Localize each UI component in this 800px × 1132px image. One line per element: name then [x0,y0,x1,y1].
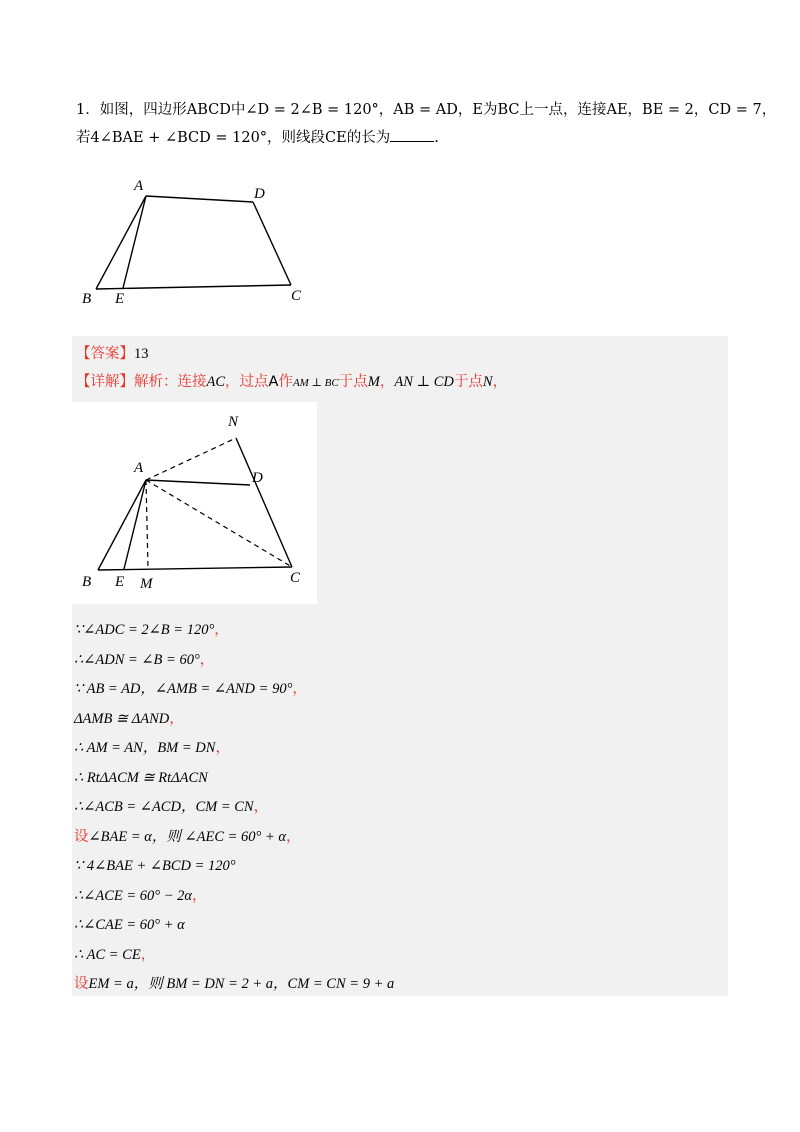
label-c: C [291,288,302,304]
segment-ae [123,196,146,288]
detail-ac: AC [206,374,226,390]
step-3 [72,675,722,705]
answer-blank [390,127,434,142]
step-7 [72,793,722,823]
step-6 [72,764,722,794]
label-d: D [252,470,263,486]
segment-ad [146,196,253,202]
step-10 [72,882,722,912]
detail-text-g: ， [492,374,508,390]
segment-ab [98,480,146,570]
segment-bc [96,285,291,289]
step-12 [72,941,722,971]
step-9 [72,852,722,882]
detail-text-e: ， [379,374,395,390]
figure-2-panel [72,402,317,604]
label-e: E [115,574,125,590]
detail-text-d: 于点 [338,374,368,390]
step-2-tail: ， [199,651,215,668]
step-10-math: ∴∠ACE = 60° − 2α [74,887,192,904]
question [76,96,777,152]
question-line-2-end: . [434,130,439,146]
segment-nc [236,438,292,567]
step-2-math: ∴∠ADN = ∠B = 60° [74,651,200,668]
detail-an-cd: AN ⊥ CD [394,374,454,390]
step-3-math: ∵ AB = AD，∠AMB = ∠AND = 90° [74,681,293,697]
step-1-math: ∵∠ADC = 2∠B = 120° [74,622,215,638]
question-line-2 [76,124,736,152]
step-5-tail: ， [215,740,230,756]
step-8 [72,823,722,853]
segment-ad [146,480,250,485]
label-n: N [228,414,239,430]
segment-dc [253,202,291,285]
label-e: E [115,291,125,307]
detail-m: M [367,374,380,390]
label-m: M [140,576,153,592]
step-13 [72,970,722,1000]
label-a: A [134,178,144,194]
label-c: C [290,570,301,586]
detail-text-a: 解析：连接 [134,374,207,390]
detail-text-c: 作 [278,374,293,390]
step-3-tail: ， [292,681,307,697]
detail-n: N [482,374,493,390]
step-13-math: EM = a，则 BM = DN = 2 + a，CM = CN = 9 + a [88,976,395,992]
step-11-math: ∴∠CAE = 60° + α [74,917,185,933]
step-12-math: ∴ AC = CE [74,946,141,963]
step-11 [72,911,722,941]
segment-ab [96,196,146,289]
step-8-tail: ， [286,828,301,845]
step-4-math: ΔAMB ≅ ΔAND [74,710,170,727]
step-6-math: ∴ RtΔACM ≅ RtΔACN [74,769,208,786]
figure-quadrilateral [76,172,316,312]
segment-ae [124,480,146,569]
answer-line [76,342,149,363]
step-7-math: ∴∠ACB = ∠ACD，CM = CN [74,799,254,815]
step-10-tail: ， [192,887,207,904]
solution-steps [72,616,722,1000]
question-line-1: 1．如图，四边形ABCD中∠D = 2∠B = 120°，AB = AD，E为BC上一点，连接AE，BE = 2，CD = 7， [76,102,777,118]
segment-bc [98,567,292,570]
step-13-lead: 设 [74,976,89,992]
step-5 [72,734,722,764]
segment-am-dashed [146,480,148,569]
segment-an-dashed [146,438,236,480]
question-line-2-text: 若4∠BAE + ∠BCD = 120°，则线段CE的长为 [76,130,391,146]
detail-text-f: 于点 [453,374,483,390]
step-8-lead: 设 [74,828,89,845]
step-1-tail: ， [214,622,229,638]
step-5-math: ∴ AM = AN，BM = DN [74,740,216,756]
step-2 [72,646,722,676]
detail-text-b: ，过点 [225,374,269,390]
step-4-tail: ， [169,710,184,727]
label-b: B [82,574,92,590]
step-7-tail: ， [253,799,269,815]
step-8-math: ∠BAE = α，则 ∠AEC = 60° + α [88,828,287,845]
step-12-tail: ， [140,946,156,963]
detail-am-bc: AM ⊥ BC [292,377,339,389]
label-a: A [134,460,144,476]
detail-point-a: A [268,374,279,390]
label-b: B [82,291,92,307]
step-9-math: ∵ 4∠BAE + ∠BCD = 120° [74,858,236,874]
step-4 [72,705,722,735]
label-d: D [254,186,265,202]
answer-value: 13 [134,346,149,362]
answer-tag: 【答案】 [76,346,134,362]
detail-tag: 【详解】 [76,374,134,390]
answer-section [72,336,728,996]
step-1 [72,616,722,646]
figure-auxiliary-lines [72,402,317,604]
segment-ac-dashed [146,480,292,567]
detail-line [76,370,507,391]
